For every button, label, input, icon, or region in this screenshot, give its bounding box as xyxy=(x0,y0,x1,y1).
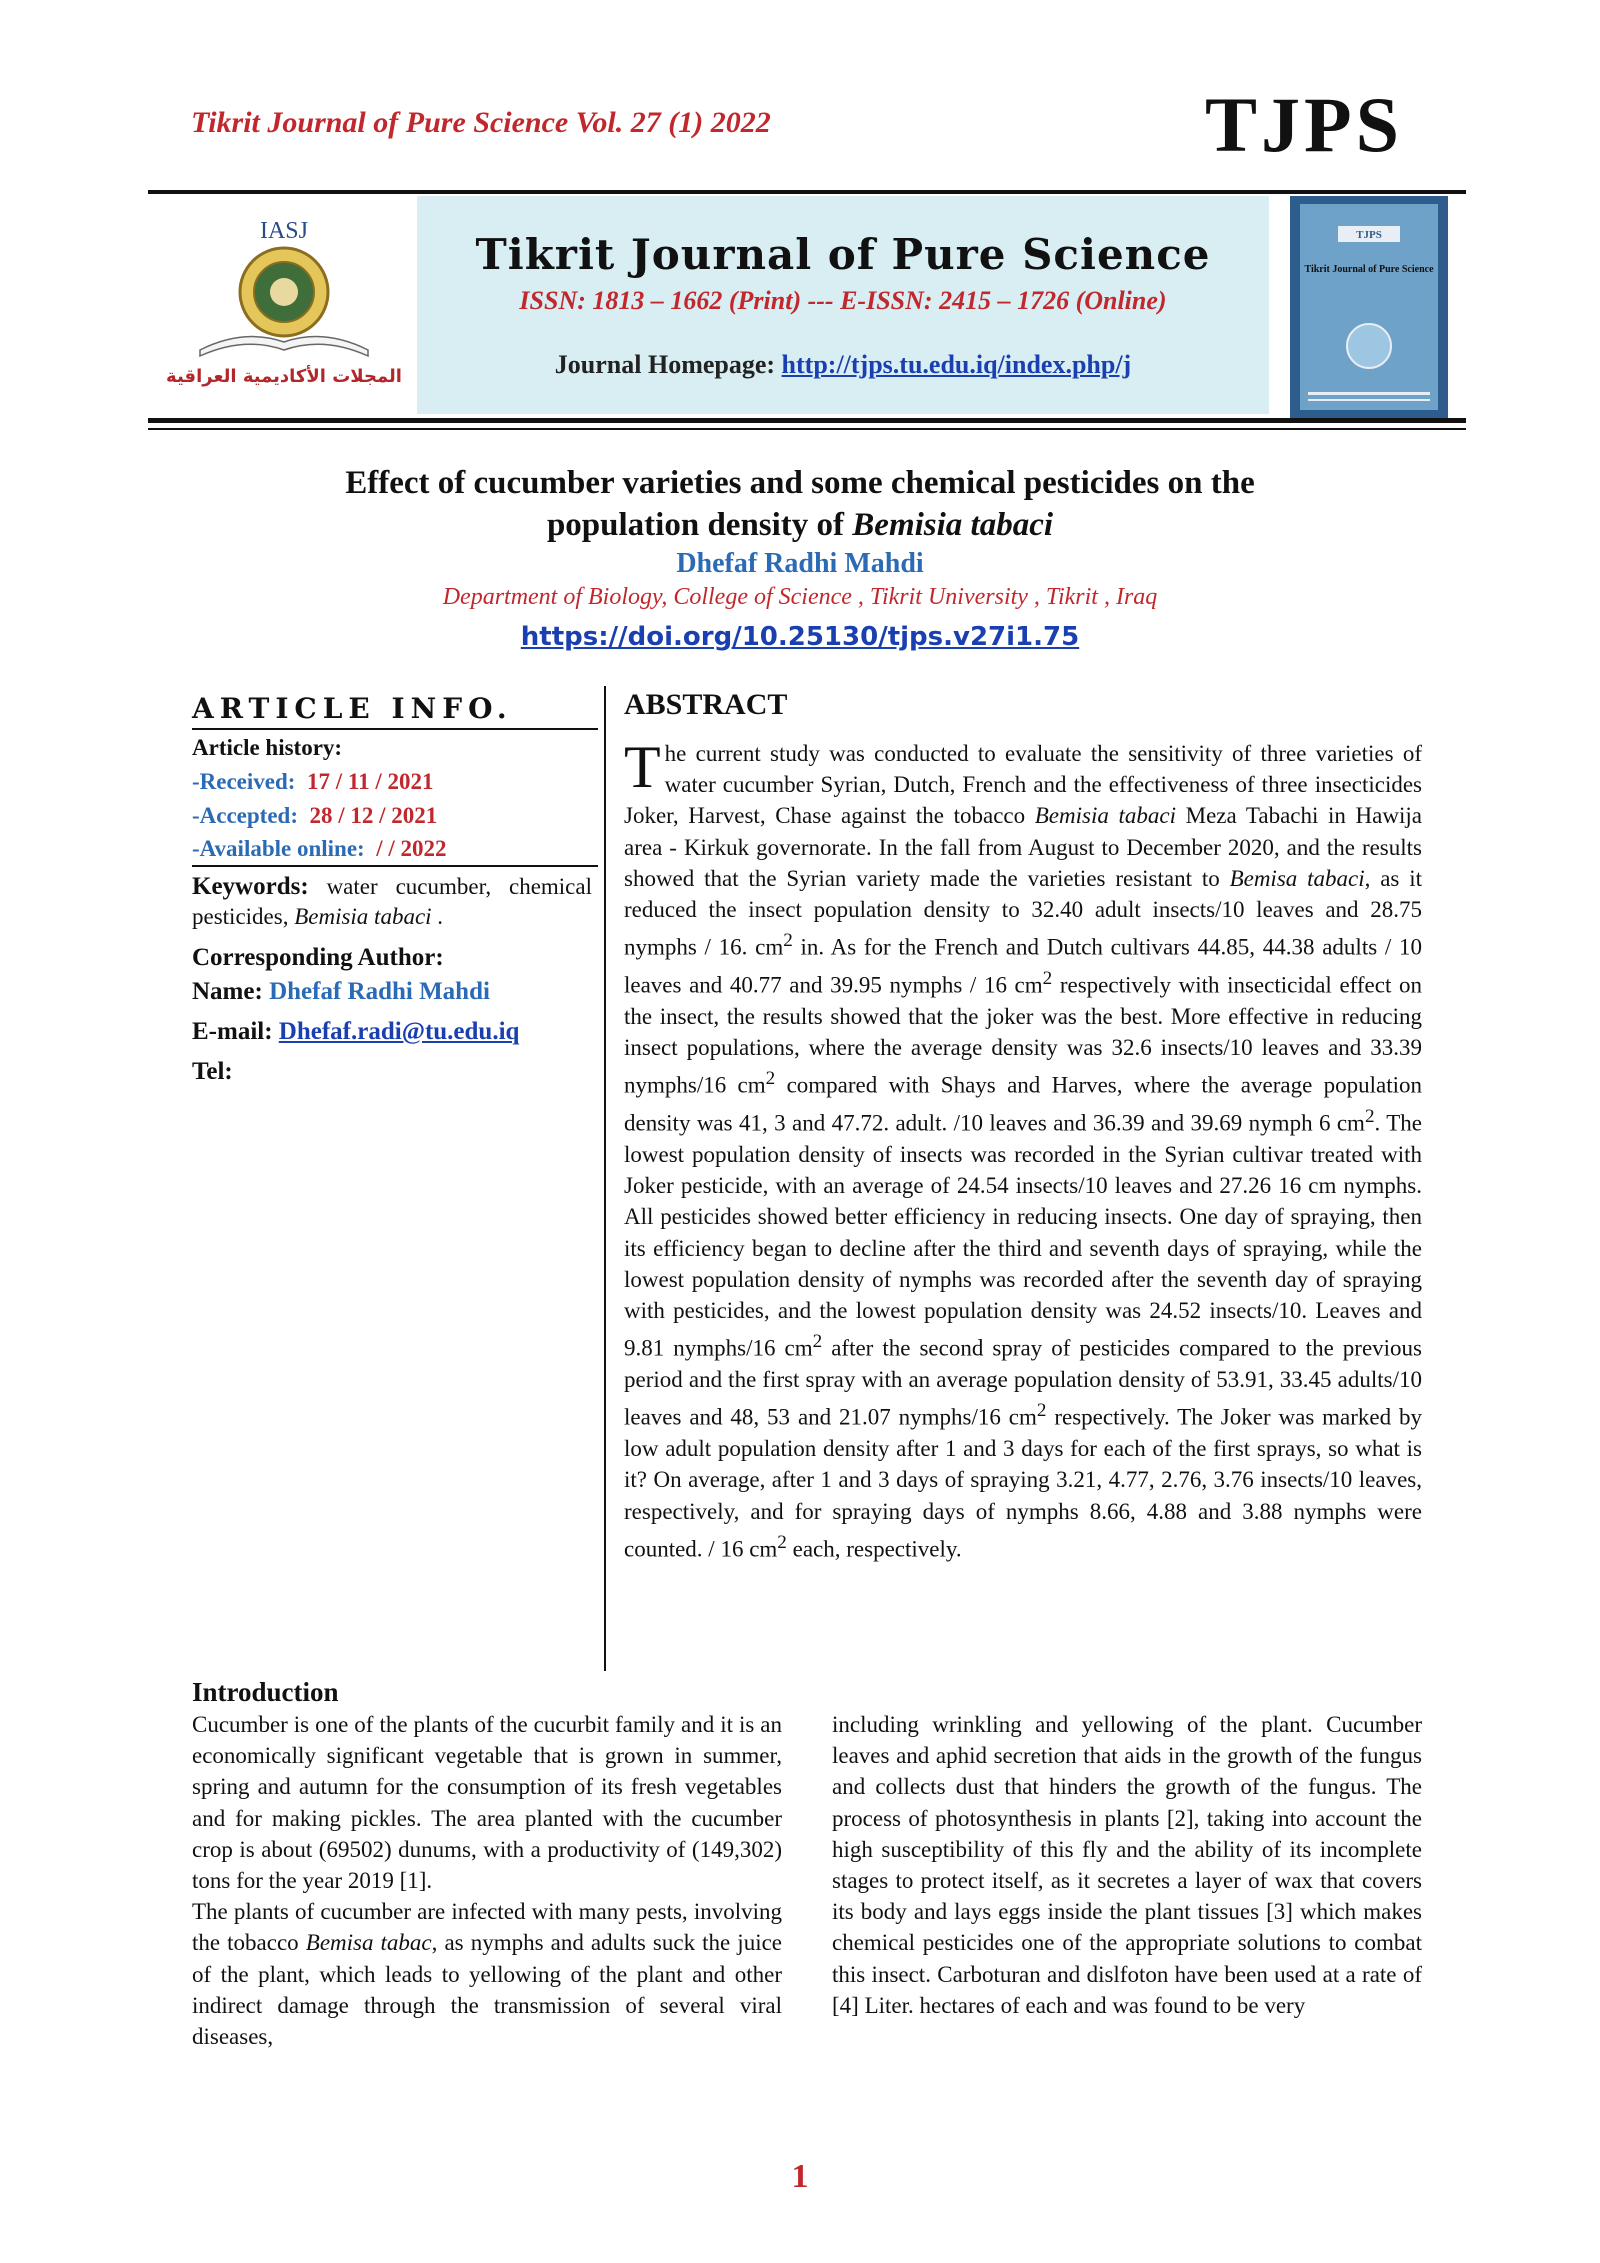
banner-bottom-rule-thin xyxy=(148,428,1466,430)
paper-title-line1: Effect of cucumber varieties and some chemical pesticides on the xyxy=(345,465,1255,501)
article-info-rule-bottom xyxy=(192,865,598,867)
column-divider xyxy=(604,686,606,1671)
paper-title-line2: population density of xyxy=(546,507,853,543)
tjps-logo: TJPS xyxy=(1205,81,1404,168)
intro-paragraph: including wrinkling and yellowing of the plant. Cucumber leaves and aphid secretion that aids in the growth of the fungus and collects dust that hinders the growth of the fungus. The process of photosynthesis in plants [2], taking into account the high susceptibility of this fly and the ability of its incomplete stages to protect itself, as it secretes a layer of wax that covers its body and lays eggs inside the plant tissues [3] which makes chemical pesticides one of the appropriate solutions to combat this insect. Carboturan and dislfoton have been used at a rate of [4] Liter. hectares of each and was found to be very xyxy=(832,1712,1422,2018)
banner-journal-title: Tikrit Journal of Pure Science xyxy=(475,230,1211,279)
abstract-heading: ABSTRACT xyxy=(624,688,788,721)
article-info-rule xyxy=(192,728,598,730)
corresponding-author-label: Corresponding Author: xyxy=(192,944,444,971)
email-link[interactable]: Dhefaf.radi@tu.edu.iq xyxy=(278,1018,520,1045)
iasj-arabic-label: المجلات الأكاديمية العراقية xyxy=(166,366,402,387)
journal-cover-image xyxy=(1290,196,1448,418)
page-number: 1 xyxy=(791,2158,809,2195)
corresponding-author-tel: Tel: xyxy=(192,1058,233,1085)
article-info-heading: ARTICLE INFO. xyxy=(192,692,513,725)
doi-link[interactable]: https://doi.org/10.25130/tjps.v27i1.75 xyxy=(520,622,1080,652)
journal-volume-line: Tikrit Journal of Pure Science Vol. 27 (1) 2022 xyxy=(191,106,771,139)
introduction-heading: Introduction xyxy=(192,1677,339,1707)
accepted-date: -Accepted: 28 / 12 / 2021 xyxy=(192,803,438,828)
intro-paragraph: Cucumber is one of the plants of the cucurbit family and it is an economically significant vegetable that is grown in summer, spring and autumn for the consumption of its fresh vegetables and for making pickles. The area planted with the cucumber crop is about (69502) dunums, with a productivity of (149,302) tons for the year 2019 [1]. xyxy=(192,1712,782,1894)
keywords-label: Keywords: xyxy=(192,873,309,900)
introduction-column-left xyxy=(192,1709,782,2052)
banner-issn: ISSN: 1813 – 1662 (Print) --- E-ISSN: 2415 – 1726 (Online) xyxy=(519,286,1167,315)
author-name: Dhefaf Radhi Mahdi xyxy=(676,548,924,579)
abstract-body: The current study was conducted to evaluate the sensitivity of three varieties of water cucumber Syrian, Dutch, French and the effectiveness of three insecticides Joker, Harvest, Chase against the tobacco Bemisia tabaci Meza Tabachi in Hawija area - Kirkuk governorate. In the fall from August to December 2020, and the results showed that the Syrian variety made the varieties resistant to Bemisa tabaci, as it reduced the insect population density to 32.40 adult insects/10 leaves and 28.75 nymphs / 16. $cm^2$ in. As for the French and Dutch cultivars 44.85, 44.38 adults / 10 leaves and 40.77 and 39.95 nymphs / 16 $cm^2$ respectively with insecticidal effect on the insect, the results showed that the joker was the best. More effective in reducing insect populations, where the average density was 32.6 insects/10 leaves and 33.39 nymphs/16 $cm^2$ compared with Shays and Harves, where the average population density was 41, 3 and 47.72. adult. /10 leaves and 36.39 and 39.69 nymph 6 $cm^2$. The lowest population density of insects was recorded in the Syrian cultivar treated with Joker pesticide, with an average of 24.54 insects/10 leaves and 27.26 16 cm nymphs. All pesticides showed better efficiency in reducing insects. One day of spraying, then its efficiency began to decline after the third and seventh days of spraying, while the lowest population density of nymphs was recorded after the seventh day of spraying with pesticides, and the lowest population density was 24.52 insects/10. Leaves and 9.81 nymphs/16 $cm^2$ after the second spray of pesticides compared to the previous period and the first spray with an average population density of 53.91, 33.45 adults/10 leaves and 48, 53 and 21.07 nymphs/16 $cm^2$ respectively. The Joker was marked by low adult population density after 1 and 3 days for each of the first sprays, so what is it? On average, after 1 and 3 days of spraying 3.21, 4.77, 2.76, 3.76 insects/10 leaves, respectively, and for spraying days of nymphs 8.66, 4.88 and 3.88 nymphs were counted. / 16 $cm^2$ each, respectively. xyxy=(624,734,1423,1562)
banner-bottom-rule xyxy=(148,418,1466,423)
author-affiliation: Department of Biology, College of Science , Tikrit University , Tikrit , Iraq xyxy=(442,584,1158,610)
paper-title xyxy=(230,462,1370,546)
received-date: -Received: 17 / 11 / 2021 xyxy=(192,769,434,794)
svg-text:Tikrit Journal of Pure Science: Tikrit Journal of Pure Science xyxy=(1304,264,1434,275)
iasj-logo xyxy=(160,210,408,390)
available-online-date: -Available online: / / 2022 xyxy=(192,836,447,861)
keywords: Keywords: water cucumber, chemical pesticides, Bemisia tabaci . xyxy=(192,873,592,929)
homepage-link[interactable]: http://tjps.tu.edu.iq/index.php/j xyxy=(781,350,1132,379)
svg-text:TJPS: TJPS xyxy=(1356,229,1382,241)
banner-homepage xyxy=(417,350,1269,380)
article-history-label: Article history: xyxy=(192,735,343,760)
abstract-dropcap: T xyxy=(624,734,661,800)
corresponding-author-email: E-mail: Dhefaf.radi@tu.edu.iq xyxy=(192,1018,520,1045)
iasj-logo-label: IASJ xyxy=(259,218,309,244)
intro-paragraph: The plants of cucumber are infected with many pests, involving the tobacco Bemisa tabac, as nymphs and adults suck the juice of the plant, which leads to yellowing of the plant and other indirect damage through the transmission of several viral diseases, xyxy=(192,1899,783,2050)
corresponding-author-name: Name: Dhefaf Radhi Mahdi xyxy=(192,978,490,1005)
banner-top-rule xyxy=(148,190,1466,194)
open-book-icon xyxy=(200,337,368,356)
paper-title-species: Bemisia tabaci xyxy=(852,507,1054,543)
introduction-column-right xyxy=(832,1709,1422,2021)
homepage-label: Journal Homepage: xyxy=(554,350,782,379)
